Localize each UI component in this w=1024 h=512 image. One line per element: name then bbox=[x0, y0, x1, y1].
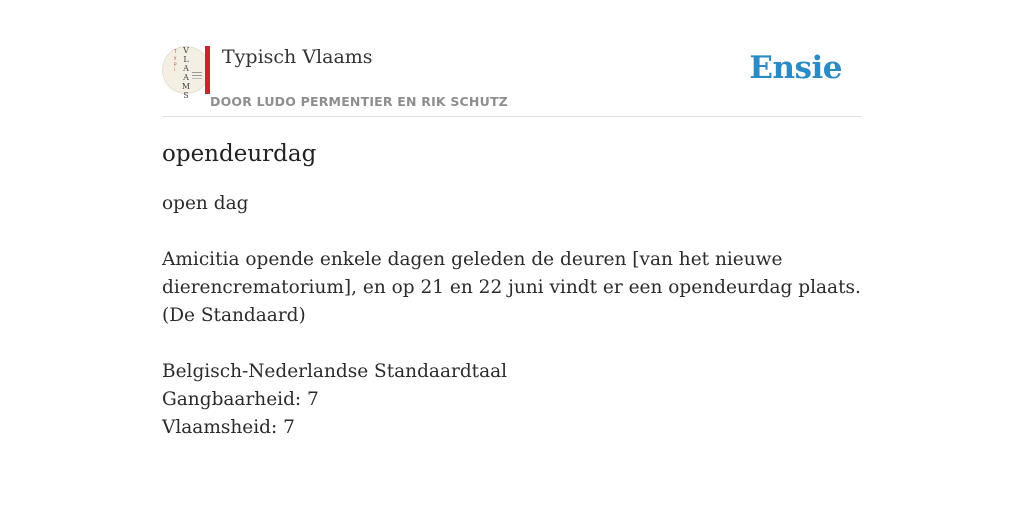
example-line-2: dierencrematorium], en op 21 en 22 juni vindt er een opendeurdag plaats. bbox=[162, 277, 861, 298]
ensie-logo-link[interactable]: Ensie bbox=[749, 50, 842, 86]
example-source: (De Standaard) bbox=[162, 305, 306, 326]
entry-content bbox=[162, 138, 862, 442]
header bbox=[162, 44, 862, 117]
gangbaarheid-score: Gangbaarheid: 7 bbox=[162, 389, 319, 410]
book-cover-logo-icon[interactable]: T y p i V L A A M S bbox=[162, 46, 210, 94]
blog-title[interactable]: Typisch Vlaams bbox=[222, 46, 373, 68]
entry-body bbox=[162, 190, 862, 442]
definition: open dag bbox=[162, 193, 249, 214]
vlaamsheid-score: Vlaamsheid: 7 bbox=[162, 417, 295, 438]
avatar-letters: V L A A M S bbox=[181, 46, 191, 100]
example-line-1: Amicitia opende enkele dagen geleden de deuren [van het nieuwe bbox=[162, 249, 783, 270]
authors-byline: DOOR LUDO PERMENTIER EN RIK SCHUTZ bbox=[210, 94, 508, 109]
language-category: Belgisch-Nederlandse Standaardtaal bbox=[162, 361, 508, 382]
entry-title: opendeurdag bbox=[162, 141, 317, 167]
